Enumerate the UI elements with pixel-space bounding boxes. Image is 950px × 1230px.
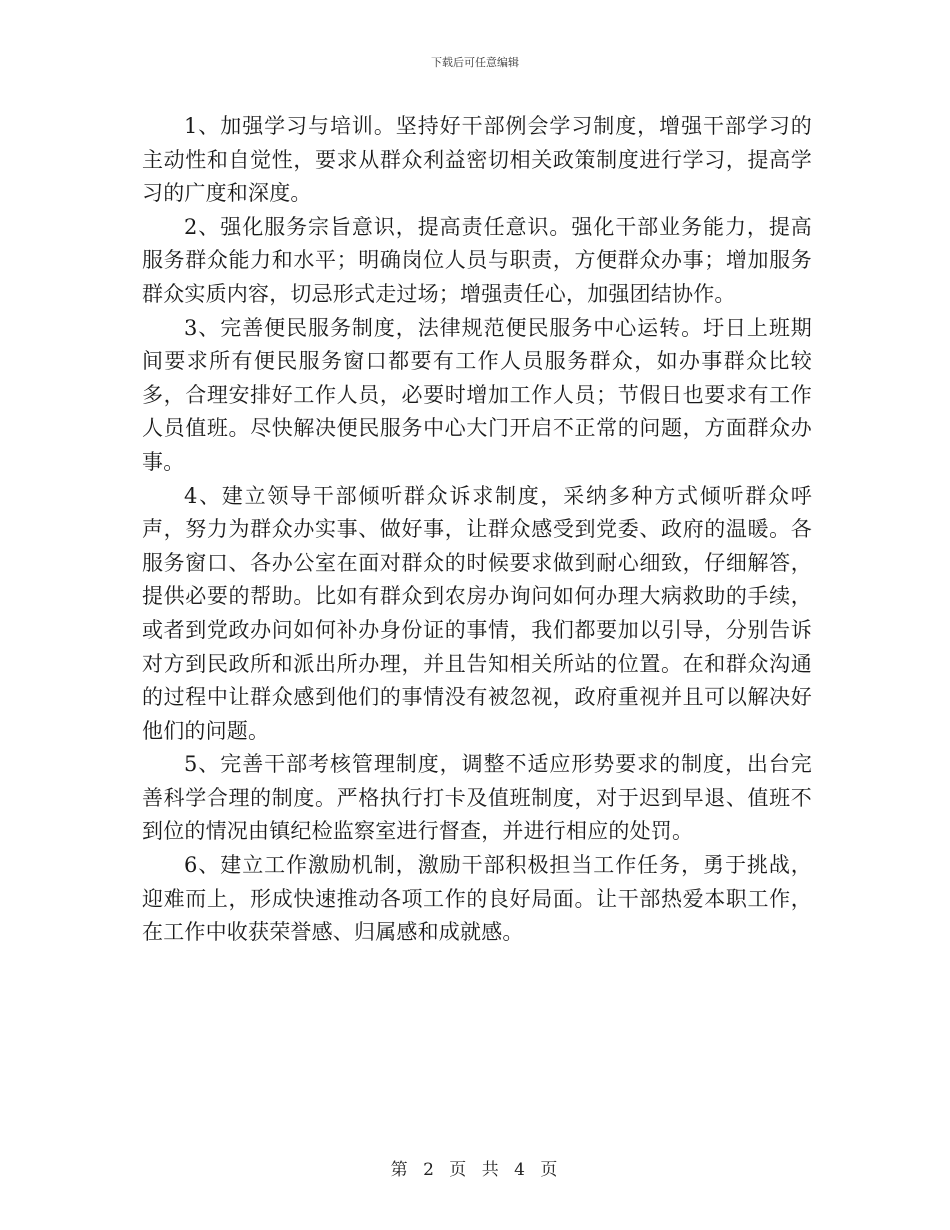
paragraph-4: 4、建立领导干部倾听群众诉求制度，采纳多种方式倾听群众呼声，努力为群众办实事、做好事，让群众感受到党委、政府的温暖。各服务窗口、各办公室在面对群众的时候要求做到耐心细致，仔细解答，提供必要的帮助。比如有群众到农房办询问如何办理大病救助的手续，或者到党政办问如何补办身份证的事情，我们都要加以引导，分别告诉对方到民政所和派出所办理，并且告知相关所站的位置。在和群众沟通的过程中让群众感到他们的事情没有被忽视，政府重视并且可以解决好他们的问题。 xyxy=(142,483,812,743)
page-number-footer: 第 2 页 共 4 页 xyxy=(390,1160,560,1180)
paragraph-6: 6、建立工作激励机制，激励干部积极担当工作任务，勇于挑战，迎难而上，形成快速推动各项工作的良好局面。让干部热爱本职工作，在工作中收获荣誉感、归属感和成就感。 xyxy=(142,853,812,945)
page-header: 下载后可任意编辑 xyxy=(431,56,519,69)
paragraph-5: 5、完善干部考核管理制度，调整不适应形势要求的制度，出台完善科学合理的制度。严格执行打卡及值班制度，对于迟到早退、值班不到位的情况由镇纪检监察室进行督查，并进行相应的处罚。 xyxy=(142,752,812,844)
paragraph-1: 1、加强学习与培训。坚持好干部例会学习制度，增强干部学习的主动性和自觉性，要求从群众利益密切相关政策制度进行学习，提高学习的广度和深度。 xyxy=(142,114,812,206)
document-body xyxy=(142,110,812,950)
paragraph-3: 3、完善便民服务制度，法律规范便民服务中心运转。圩日上班期间要求所有便民服务窗口都要有工作人员服务群众，如办事群众比较多，合理安排好工作人员，必要时增加工作人员；节假日也要求有工作人员值班。尽快解决便民服务中心大门开启不正常的问题，方面群众办事。 xyxy=(142,315,812,474)
paragraph-2: 2、强化服务宗旨意识，提高责任意识。强化干部业务能力，提高服务群众能力和水平；明确岗位人员与职责，方便群众办事；增加服务群众实质内容，切忌形式走过场；增强责任心，加强团结协作。 xyxy=(142,214,812,306)
